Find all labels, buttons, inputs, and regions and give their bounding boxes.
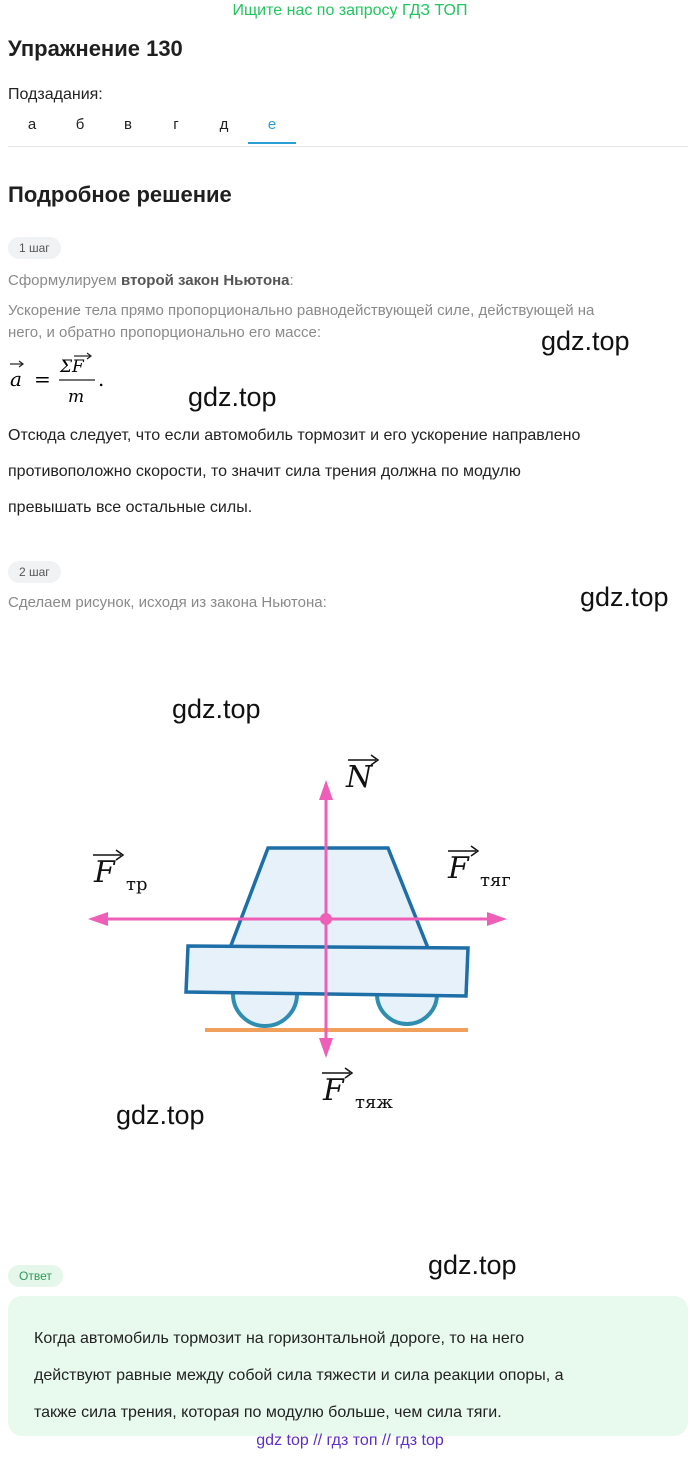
step1-intro-suffix: : — [289, 272, 294, 289]
step2-text: Сделаем рисунок, исходя из закона Ньютона: — [8, 594, 327, 611]
conclusion-line3: превышать все остальные силы. — [8, 499, 253, 516]
step1-intro-prefix: Сформулируем — [8, 272, 121, 289]
solution-heading: Подробное решение — [8, 182, 232, 207]
step1-intro — [8, 270, 294, 292]
tab-b[interactable]: б — [75, 116, 85, 133]
tab-e[interactable]: е — [248, 116, 296, 144]
tab-a[interactable]: а — [27, 116, 37, 133]
subtasks-label: Подзадания: — [8, 86, 103, 103]
car-force-diagram — [0, 730, 700, 1130]
center-of-mass-dot — [320, 913, 332, 925]
label-normal-force: N — [346, 760, 373, 795]
watermark: gdz.top — [541, 326, 630, 356]
friction-arrowhead — [88, 912, 108, 926]
watermark: gdz.top — [172, 694, 261, 724]
label-traction-sub: тяг — [480, 870, 511, 891]
formula-numerator: ΣF — [60, 357, 84, 377]
watermark: gdz.top — [580, 582, 669, 612]
answer-line1: Когда автомобиль тормозит на горизонтальной дороге, то на него — [34, 1330, 525, 1347]
label-friction-sub: тр — [126, 874, 148, 895]
search-hint-banner[interactable]: Ищите нас по запросу ГДЗ ТОП — [232, 2, 468, 19]
step1-line2a: Ускорение тела прямо пропорционально равнодействующей силе, действующей на — [8, 302, 595, 319]
answer-line2: действуют равные между собой сила тяжести и сила реакции опоры, а — [34, 1367, 564, 1384]
tab-d[interactable]: д — [219, 116, 229, 133]
newton-formula — [8, 350, 128, 412]
label-gravity-sub: тяж — [355, 1092, 393, 1113]
formula-dot: . — [98, 367, 105, 391]
answer-line3: также сила трения, которая по модулю больше, чем сила тяги. — [34, 1404, 502, 1421]
car-cabin — [230, 848, 428, 948]
formula-a: a — [10, 367, 22, 391]
subtask-tabs — [8, 116, 296, 144]
watermark: gdz.top — [188, 382, 277, 412]
tab-g[interactable]: г — [173, 116, 179, 133]
label-gravity-force: F — [323, 1073, 344, 1108]
answer-badge: Ответ — [8, 1265, 63, 1287]
traction-arrowhead — [487, 912, 507, 926]
formula-denominator: m — [68, 387, 85, 407]
normal-arrowhead — [319, 780, 333, 800]
step1-badge: 1 шаг — [8, 237, 61, 259]
formula-eq: = — [34, 367, 51, 391]
tab-v[interactable]: в — [124, 116, 132, 133]
step1-line2b: него, и обратно пропорционально его массе: — [8, 324, 322, 341]
tabs-divider — [8, 146, 688, 147]
page-title: Упражнение 130 — [8, 36, 183, 61]
conclusion-line2: противоположно скорости, то значит сила трения должна по модулю — [8, 463, 521, 480]
label-traction-force: F — [448, 851, 469, 886]
footer-links[interactable]: gdz top // гдз топ // гдз top — [256, 1432, 444, 1449]
answer-text — [34, 1320, 664, 1431]
step2-badge: 2 шаг — [8, 561, 61, 583]
watermark: gdz.top — [116, 1100, 205, 1130]
label-friction-force: F — [94, 855, 115, 890]
watermark: gdz.top — [428, 1250, 517, 1280]
gravity-arrowhead — [319, 1038, 333, 1058]
newton-law-bold: второй закон Ньютона — [120, 272, 290, 289]
conclusion-line1: Отсюда следует, что если автомобиль тормозит и его ускорение направлено — [8, 427, 581, 444]
